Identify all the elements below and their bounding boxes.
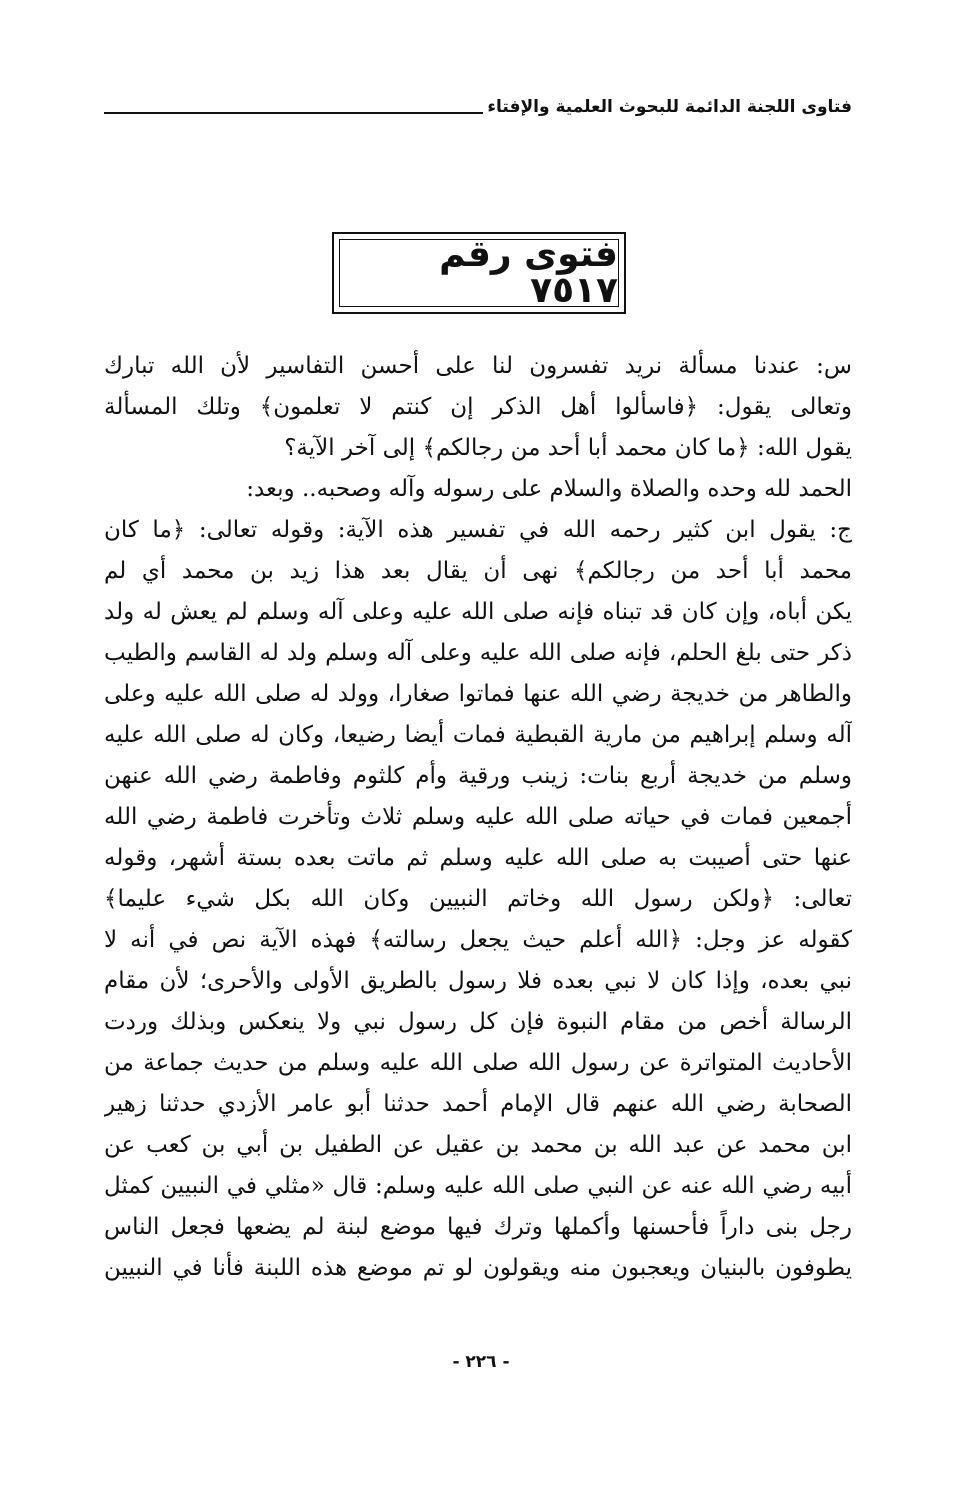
- body-line: يقول الله: ﴿ما كان محمد أبا أحد من رجالكم﴾ إلى آخر الآية؟: [284, 435, 852, 461]
- header-rule: [104, 112, 483, 114]
- body-line: محمد أبا أحد من رجالكم﴾ نهى أن يقال بعد هذا زيد بن محمد أي لم: [104, 558, 852, 584]
- body-line: عنها حتى أصيبت به صلى الله عليه وسلم ثم ماتت بعده بستة أشهر، وقوله: [104, 845, 852, 871]
- body-line: الحمد لله وحده والصلاة والسلام على رسوله وآله وصحبه.. وبعد:: [246, 476, 852, 502]
- page-number: - ٢٢٦ -: [452, 1352, 510, 1372]
- body-line: الرسالة أخص من مقام النبوة فإن كل رسول نبي ولا ينعكس وبذلك وردت: [104, 1009, 852, 1035]
- body-line: تعالى: ﴿ولكن رسول الله وخاتم النبيين وكان الله بكل شيء عليما﴾: [104, 886, 852, 912]
- running-header-title: فتاوى اللجنة الدائمة للبحوث العلمية والإفتاء: [487, 97, 852, 117]
- body-line: أجمعين فمات في حياته صلى الله عليه وسلم ثلاث وتأخرت فاطمة رضي الله: [104, 804, 852, 830]
- running-header: [104, 86, 852, 116]
- body-line: آله وسلم إبراهيم من مارية القبطية فمات أيضا رضيعا، وكان له صلى الله عليه: [104, 722, 852, 748]
- fatwa-title-box: [332, 232, 626, 314]
- body-line: والطاهر من خديجة رضي الله عنها فماتوا صغارا، وولد له صلى الله عليه وعلى: [104, 681, 852, 707]
- body-line: يطوفون بالبنيان ويعجبون منه ويقولون لو تم موضع هذه اللبنة فأنا في النبيين: [104, 1255, 852, 1281]
- body-line: رجل بنى داراً فأحسنها وأكملها وترك فيها موضع لبنة لم يضعها فجعل الناس: [104, 1214, 852, 1240]
- fatwa-title: فتوى رقم ٧٥١٧: [439, 234, 618, 311]
- body-line: أبيه رضي الله عنه عن النبي صلى الله عليه وسلم: قال «مثلي في النبيين كمثل: [104, 1173, 852, 1199]
- body-line: كقوله عز وجل: ﴿الله أعلم حيث يجعل رسالته﴾ فهذه الآية نص في أنه لا: [104, 927, 852, 953]
- body-line: وسلم من خديجة أربع بنات: زينب ورقية وأم كلثوم وفاطمة رضي الله عنهن: [104, 763, 852, 789]
- body-text: [104, 346, 852, 1289]
- body-line: ابن محمد عن عبد الله بن محمد بن عقيل عن الطفيل بن أبي بن كعب عن: [104, 1132, 852, 1158]
- body-line: ذكر حتى بلغ الحلم، فإنه صلى الله عليه وعلى آله وسلم ولد له القاسم والطيب: [104, 640, 852, 666]
- body-line: وتعالى يقول: ﴿فاسألوا أهل الذكر إن كنتم لا تعلمون﴾ وتلك المسألة: [104, 394, 852, 420]
- body-line: الأحاديث المتواترة عن رسول الله صلى الله عليه وسلم من حديث جماعة من: [104, 1050, 852, 1076]
- body-line: ج: يقول ابن كثير رحمه الله في تفسير هذه الآية: وقوله تعالى: ﴿ما كان: [104, 517, 852, 543]
- body-line: يكن أباه، وإن كان قد تبناه فإنه صلى الله عليه وعلى آله وسلم لم يعش له ولد: [104, 599, 852, 625]
- body-line: نبي بعده، وإذا كان لا نبي بعده فلا رسول بالطريق الأولى والأحرى؛ لأن مقام: [104, 968, 852, 994]
- fatwa-title-inner-frame: [339, 234, 619, 311]
- body-line: س: عندنا مسألة نريد تفسرون لنا على أحسن التفاسير لأن الله تبارك: [104, 353, 852, 379]
- body-line: الصحابة رضي الله عنهم قال الإمام أحمد حدثنا أبو عامر الأزدي حدثنا زهير: [104, 1091, 852, 1117]
